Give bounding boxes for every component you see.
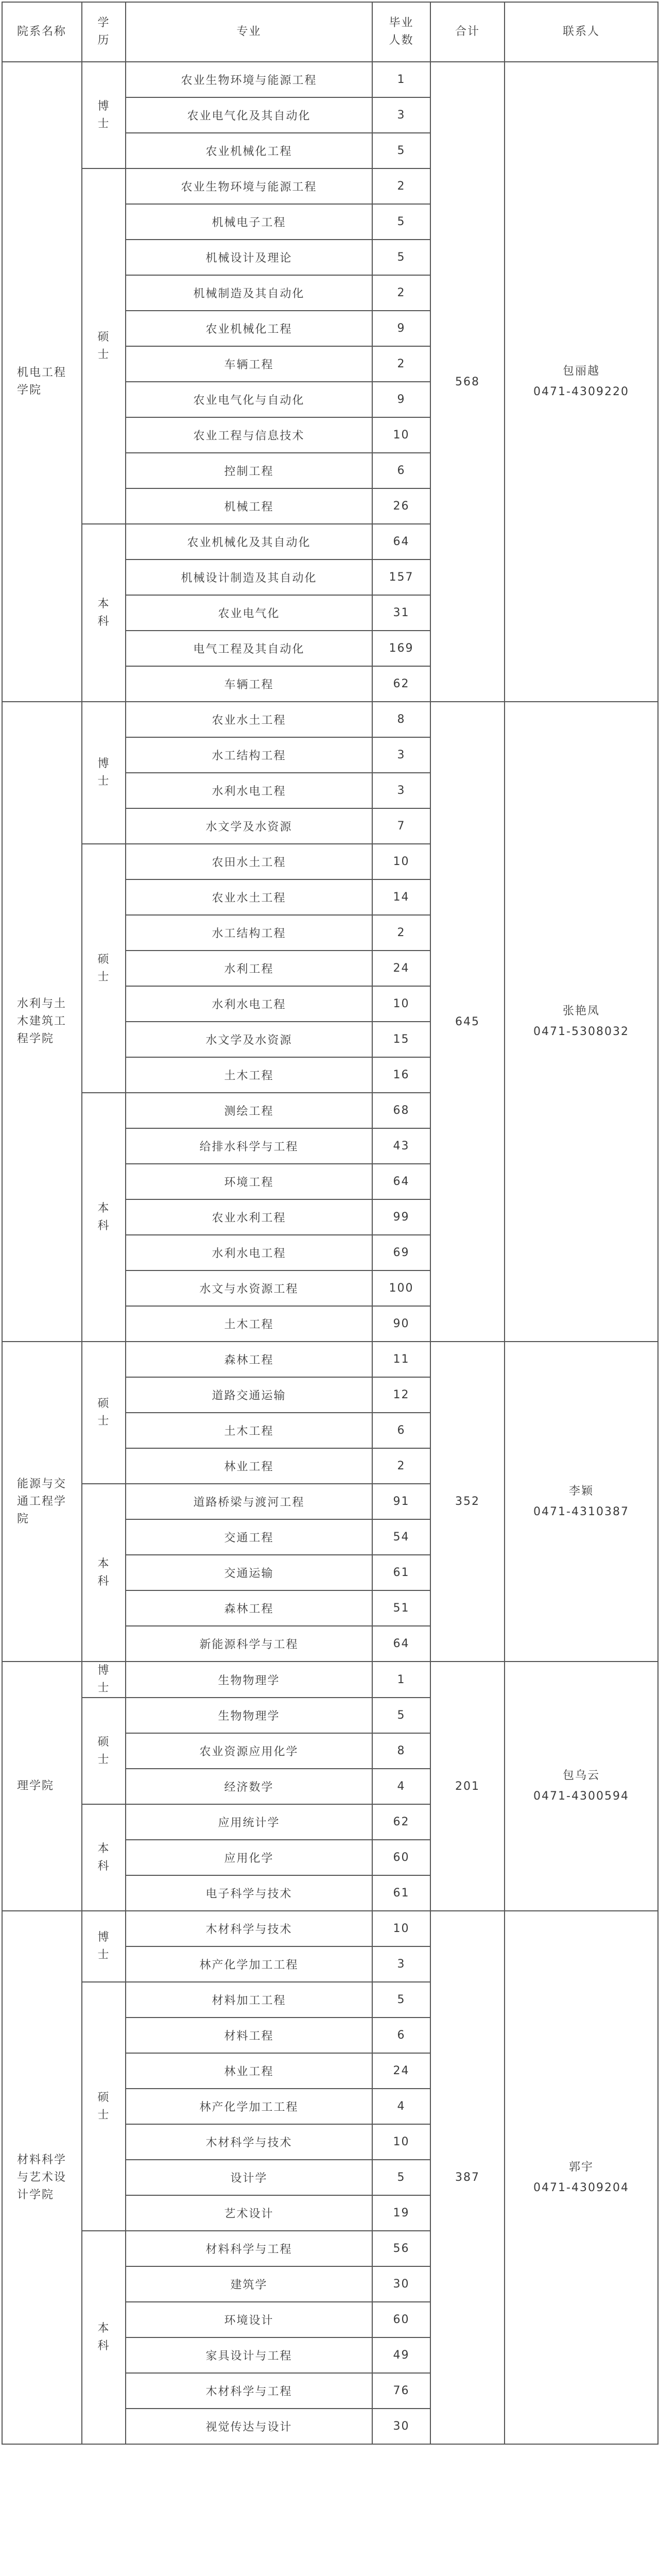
graduate-count: 31 [372, 595, 430, 631]
college-total: 352 [430, 1342, 505, 1662]
graduate-count: 7 [372, 808, 430, 844]
major-name: 土木工程 [126, 1306, 372, 1342]
degree-level: 博士 [82, 62, 126, 168]
contact-cell [505, 1662, 658, 1911]
graduate-count: 90 [372, 1306, 430, 1342]
college-name: 能源与交通工程学院 [2, 1342, 82, 1662]
major-name: 农业生物环境与能源工程 [126, 62, 372, 97]
major-name: 农田水土工程 [126, 844, 372, 879]
header-level: 学历 [82, 2, 126, 62]
major-name: 水文学及水资源 [126, 808, 372, 844]
major-name: 家具设计与工程 [126, 2337, 372, 2373]
contact-phone: 0471-4310387 [533, 1505, 629, 1518]
contact-phone: 0471-4300594 [533, 1790, 629, 1803]
degree-level: 本科 [82, 1484, 126, 1662]
graduate-count: 2 [372, 1448, 430, 1484]
major-name: 新能源科学与工程 [126, 1626, 372, 1662]
graduate-count: 4 [372, 1769, 430, 1804]
degree-level: 本科 [82, 1804, 126, 1911]
table-row [2, 1911, 658, 1946]
graduate-count: 43 [372, 1128, 430, 1164]
major-name: 给排水科学与工程 [126, 1128, 372, 1164]
major-name: 农业机械化工程 [126, 133, 372, 168]
table-row [2, 702, 658, 737]
major-name: 应用化学 [126, 1840, 372, 1875]
table-body [2, 62, 658, 2444]
major-name: 视觉传达与设计 [126, 2409, 372, 2444]
graduate-count: 69 [372, 1235, 430, 1270]
major-name: 材料工程 [126, 2018, 372, 2053]
major-name: 农业水利工程 [126, 1199, 372, 1235]
graduate-count: 5 [372, 1698, 430, 1733]
graduates-table [2, 2, 658, 2445]
college-total: 387 [430, 1911, 505, 2444]
major-name: 环境设计 [126, 2302, 372, 2337]
graduate-count: 3 [372, 773, 430, 808]
major-name: 水利水电工程 [126, 1235, 372, 1270]
major-name: 机械设计及理论 [126, 240, 372, 275]
major-name: 艺术设计 [126, 2195, 372, 2231]
graduate-count: 10 [372, 844, 430, 879]
graduate-count: 9 [372, 382, 430, 417]
graduate-count: 62 [372, 1804, 430, 1840]
degree-level: 本科 [82, 524, 126, 702]
graduate-count: 14 [372, 879, 430, 915]
major-name: 土木工程 [126, 1413, 372, 1448]
graduate-count: 10 [372, 986, 430, 1022]
major-name: 经济数学 [126, 1769, 372, 1804]
major-name: 林业工程 [126, 1448, 372, 1484]
graduate-count: 10 [372, 417, 430, 453]
college-total: 201 [430, 1662, 505, 1911]
graduate-count: 60 [372, 1840, 430, 1875]
graduate-count: 100 [372, 1270, 430, 1306]
contact-name: 李颖 [568, 1484, 594, 1498]
graduate-count: 56 [372, 2231, 430, 2266]
college-name: 水利与土木建筑工程学院 [2, 702, 82, 1342]
graduate-count: 64 [372, 524, 430, 560]
major-name: 控制工程 [126, 453, 372, 488]
contact-phone: 0471-4309204 [533, 2181, 629, 2194]
degree-level: 硕士 [82, 844, 126, 1093]
major-name: 电气工程及其自动化 [126, 631, 372, 666]
degree-level: 博士 [82, 702, 126, 844]
contact-cell [505, 1911, 658, 2444]
graduate-count: 24 [372, 2053, 430, 2089]
header-total: 合计 [430, 2, 505, 62]
contact-cell [505, 62, 658, 702]
major-name: 土木工程 [126, 1057, 372, 1093]
graduate-count: 2 [372, 915, 430, 951]
graduate-count: 8 [372, 702, 430, 737]
major-name: 建筑学 [126, 2266, 372, 2302]
major-name: 木材科学与技术 [126, 1911, 372, 1946]
graduate-count: 68 [372, 1093, 430, 1128]
graduate-count: 10 [372, 1911, 430, 1946]
table-row [2, 1342, 658, 1377]
major-name: 交通运输 [126, 1555, 372, 1590]
degree-level: 硕士 [82, 1342, 126, 1484]
graduate-count: 24 [372, 951, 430, 986]
major-name: 农业资源应用化学 [126, 1733, 372, 1769]
major-name: 农业水土工程 [126, 879, 372, 915]
graduate-count: 2 [372, 346, 430, 382]
major-name: 林产化学加工工程 [126, 1946, 372, 1982]
graduate-count: 49 [372, 2337, 430, 2373]
graduate-count: 2 [372, 168, 430, 204]
major-name: 水工结构工程 [126, 737, 372, 773]
major-name: 森林工程 [126, 1590, 372, 1626]
header-major: 专业 [126, 2, 372, 62]
major-name: 交通工程 [126, 1519, 372, 1555]
graduate-count: 9 [372, 311, 430, 346]
contact-cell [505, 702, 658, 1342]
degree-level: 硕士 [82, 1698, 126, 1804]
major-name: 农业生物环境与能源工程 [126, 168, 372, 204]
major-name: 水利工程 [126, 951, 372, 986]
graduate-count: 62 [372, 666, 430, 702]
graduate-count: 61 [372, 1555, 430, 1590]
graduate-count: 5 [372, 204, 430, 240]
degree-level: 本科 [82, 2231, 126, 2444]
major-name: 水文与水资源工程 [126, 1270, 372, 1306]
major-name: 应用统计学 [126, 1804, 372, 1840]
graduate-count: 3 [372, 97, 430, 133]
graduate-count: 51 [372, 1590, 430, 1626]
graduate-count: 76 [372, 2373, 430, 2409]
major-name: 林业工程 [126, 2053, 372, 2089]
major-name: 农业电气化 [126, 595, 372, 631]
college-name: 理学院 [2, 1662, 82, 1911]
major-name: 机械工程 [126, 488, 372, 524]
major-name: 木材科学与技术 [126, 2124, 372, 2160]
graduate-count: 1 [372, 1662, 430, 1698]
graduate-count: 3 [372, 737, 430, 773]
graduate-count: 6 [372, 453, 430, 488]
graduate-count: 12 [372, 1377, 430, 1413]
graduate-count: 8 [372, 1733, 430, 1769]
college-total: 645 [430, 702, 505, 1342]
college-total: 568 [430, 62, 505, 702]
college-name: 材料科学与艺术设计学院 [2, 1911, 82, 2444]
graduate-count: 4 [372, 2089, 430, 2124]
major-name: 电子科学与技术 [126, 1875, 372, 1911]
major-name: 机械制造及其自动化 [126, 275, 372, 311]
header-college: 院系名称 [2, 2, 82, 62]
graduate-count: 99 [372, 1199, 430, 1235]
graduate-count: 60 [372, 2302, 430, 2337]
major-name: 测绘工程 [126, 1093, 372, 1128]
contact-name: 包丽越 [562, 365, 600, 378]
graduate-count: 30 [372, 2266, 430, 2302]
contact-phone: 0471-5308032 [533, 1025, 629, 1038]
table-row [2, 1662, 658, 1698]
major-name: 水利水电工程 [126, 773, 372, 808]
graduate-count: 169 [372, 631, 430, 666]
major-name: 生物物理学 [126, 1698, 372, 1733]
graduate-count: 5 [372, 1982, 430, 2018]
graduate-count: 1 [372, 62, 430, 97]
degree-level: 硕士 [82, 1982, 126, 2231]
graduate-count: 54 [372, 1519, 430, 1555]
graduate-count: 157 [372, 560, 430, 595]
major-name: 道路桥梁与渡河工程 [126, 1484, 372, 1519]
major-name: 机械电子工程 [126, 204, 372, 240]
major-name: 木材科学与工程 [126, 2373, 372, 2409]
graduate-count: 11 [372, 1342, 430, 1377]
major-name: 农业水土工程 [126, 702, 372, 737]
contact-name: 张艳凤 [562, 1005, 600, 1018]
major-name: 农业电气化及其自动化 [126, 97, 372, 133]
contact-name: 郭宇 [568, 2160, 594, 2174]
major-name: 设计学 [126, 2160, 372, 2195]
graduate-count: 30 [372, 2409, 430, 2444]
major-name: 生物物理学 [126, 1662, 372, 1698]
graduate-count: 10 [372, 2124, 430, 2160]
college-name: 机电工程学院 [2, 62, 82, 702]
major-name: 道路交通运输 [126, 1377, 372, 1413]
graduate-count: 5 [372, 2160, 430, 2195]
graduate-count: 91 [372, 1484, 430, 1519]
major-name: 水文学及水资源 [126, 1022, 372, 1057]
major-name: 材料加工工程 [126, 1982, 372, 2018]
contact-cell [505, 1342, 658, 1662]
contact-name: 包乌云 [562, 1769, 600, 1782]
major-name: 水工结构工程 [126, 915, 372, 951]
graduate-count: 3 [372, 1946, 430, 1982]
major-name: 环境工程 [126, 1164, 372, 1199]
major-name: 机械设计制造及其自动化 [126, 560, 372, 595]
major-name: 农业机械化工程 [126, 311, 372, 346]
degree-level: 硕士 [82, 168, 126, 524]
graduate-count: 61 [372, 1875, 430, 1911]
major-name: 农业工程与信息技术 [126, 417, 372, 453]
degree-level: 博士 [82, 1911, 126, 1982]
table-row [2, 62, 658, 97]
graduate-count: 64 [372, 1626, 430, 1662]
graduate-count: 19 [372, 2195, 430, 2231]
contact-phone: 0471-4309220 [533, 385, 629, 398]
degree-level: 博士 [82, 1662, 126, 1698]
graduate-count: 15 [372, 1022, 430, 1057]
major-name: 材料科学与工程 [126, 2231, 372, 2266]
header-contact: 联系人 [505, 2, 658, 62]
graduate-count: 64 [372, 1164, 430, 1199]
header-graduates: 毕业人数 [372, 2, 430, 62]
graduate-count: 6 [372, 1413, 430, 1448]
graduate-count: 5 [372, 133, 430, 168]
major-name: 农业电气化与自动化 [126, 382, 372, 417]
major-name: 车辆工程 [126, 666, 372, 702]
graduate-count: 6 [372, 2018, 430, 2053]
degree-level: 本科 [82, 1093, 126, 1342]
graduate-count: 16 [372, 1057, 430, 1093]
graduate-count: 5 [372, 240, 430, 275]
graduate-count: 26 [372, 488, 430, 524]
table-header-row [2, 2, 658, 62]
major-name: 车辆工程 [126, 346, 372, 382]
major-name: 森林工程 [126, 1342, 372, 1377]
graduate-count: 2 [372, 275, 430, 311]
major-name: 林产化学加工工程 [126, 2089, 372, 2124]
major-name: 农业机械化及其自动化 [126, 524, 372, 560]
major-name: 水利水电工程 [126, 986, 372, 1022]
